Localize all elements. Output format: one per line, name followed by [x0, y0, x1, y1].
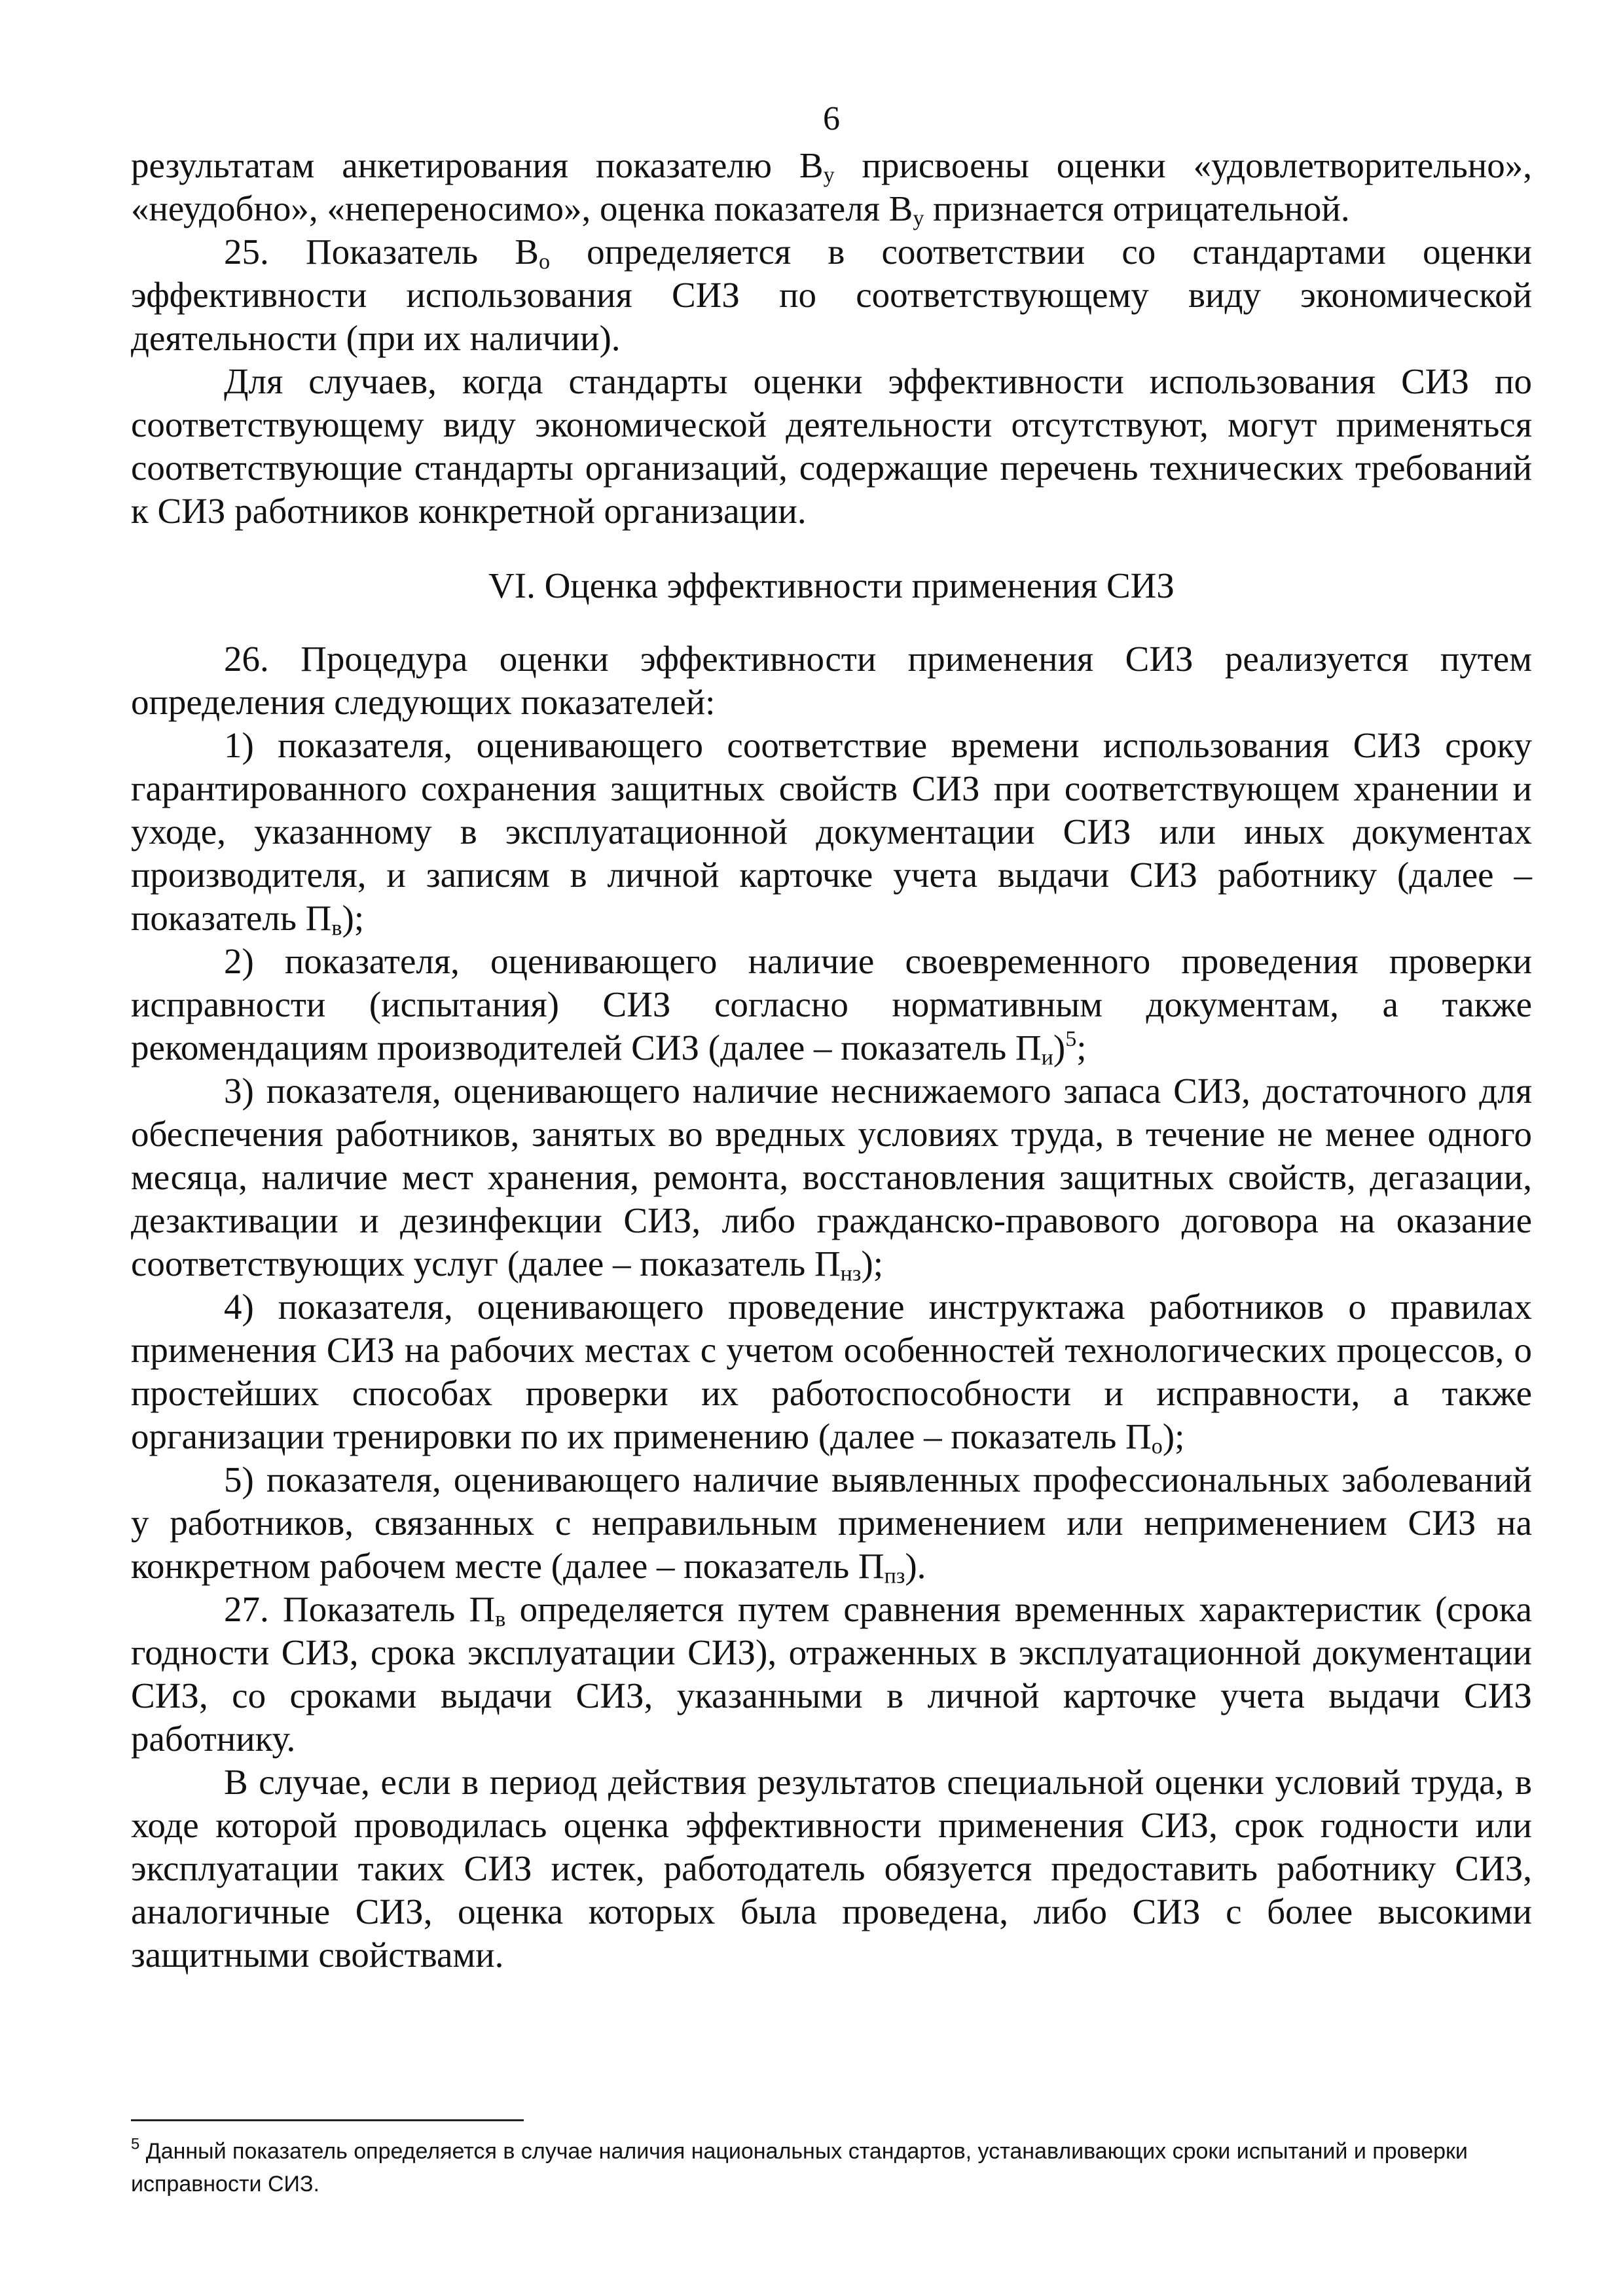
paragraph-26-intro: 26. Процедура оценки эффективности применения СИЗ реализуется путем определения следующих показателей:: [131, 639, 1532, 722]
paragraph-25-second: Для случаев, когда стандарты оценки эффективности использования СИЗ по соответствующему виду экономической деятельности отсутствуют, могут применяться соответствующие стандарты организаций, содержащие перечень технических требований к СИЗ работников конкретной организации.: [131, 361, 1532, 531]
paragraph-26-item-3: 3) показателя, оценивающего наличие неснижаемого запаса СИЗ, достаточного для обеспечения работников, занятых во вредных условиях труда, в течение не менее одного месяца, наличие мест хранения, ремонта, восстановления защитных свойств, дегазации, дезактивации и дезинфекции СИЗ, либо гражданско-правового договора на оказание соответствующих услуг (далее – показатель $П_{нз}$);: [131, 1071, 1532, 1286]
paragraph-continuation: результатам анкетирования показателю $В_у$ присвоены оценки «удовлетворительно», «неудобно», «непереносимо», оценка показателя $В_у$ признается отрицательной.: [131, 145, 1532, 231]
footnote-marker: 5: [131, 2135, 140, 2153]
paragraph-27-second: В случае, если в период действия результатов специальной оценки условий труда, в ходе которой проводилась оценка эффективности применения СИЗ, срок годности или эксплуатации таких СИЗ истек, работодатель обязуется предоставить работнику СИЗ, аналогичные СИЗ, оценка которых была проведена, либо СИЗ с более высокими защитными свойствами.: [131, 1762, 1532, 1975]
footnote-reference: 5: [1065, 1026, 1077, 1051]
document-body: [131, 144, 1532, 1977]
paragraph-27: 27. Показатель $П_в$ определяется путем сравнения временных характеристик (срока годности СИЗ, срока эксплуатации СИЗ), отраженных в эксплуатационной документации СИЗ, со сроками выдачи СИЗ, указанными в личной карточке учета выдачи СИЗ работнику.: [131, 1589, 1532, 1759]
paragraph-26-item-2: 2) показателя, оценивающего наличие своевременного проведения проверки исправности (испытания) СИЗ согласно нормативным документам, а также рекомендациям производителей СИЗ (далее – показатель $П_и)^5$;: [131, 941, 1532, 1070]
paragraph-26-item-5: 5) показателя, оценивающего наличие выявленных профессиональных заболеваний у работников, связанных с неправильным применением или неприменением СИЗ на конкретном рабочем месте (далее – показатель $П_{пз}$).: [131, 1460, 1532, 1588]
footnote: [131, 2135, 1532, 2200]
footnote-separator: [131, 2119, 524, 2121]
section-heading: VI. Оценка эффективности применения СИЗ: [488, 565, 1175, 605]
paragraph-26-item-1: 1) показателя, оценивающего соответствие времени использования СИЗ сроку гарантированного сохранения защитных свойств СИЗ при соответствующем хранении и уходе, указанному в эксплуатационной документации СИЗ или иных документах производителя, и записям в личной карточке учета выдачи СИЗ работнику (далее – показатель $П_в$);: [131, 725, 1532, 941]
page-number: 6: [823, 100, 840, 137]
paragraph-25: 25. Показатель $В_о$ определяется в соответствии со стандартами оценки эффективности использования СИЗ по соответствующему виду экономической деятельности (при их наличии).: [131, 232, 1532, 358]
footnote-text: Данный показатель определяется в случае наличия национальных стандартов, устанавливающих сроки испытаний и проверки исправности СИЗ.: [131, 2139, 1468, 2197]
document-page: [131, 98, 1532, 1977]
paragraph-26-item-4: 4) показателя, оценивающего проведение инструктажа работников о правилах применения СИЗ на рабочих местах с учетом особенностей технологических процессов, о простейших способах проверки их работоспособности и исправности, а также организации тренировки по их применению (далее – показатель $П_о$);: [131, 1287, 1532, 1459]
